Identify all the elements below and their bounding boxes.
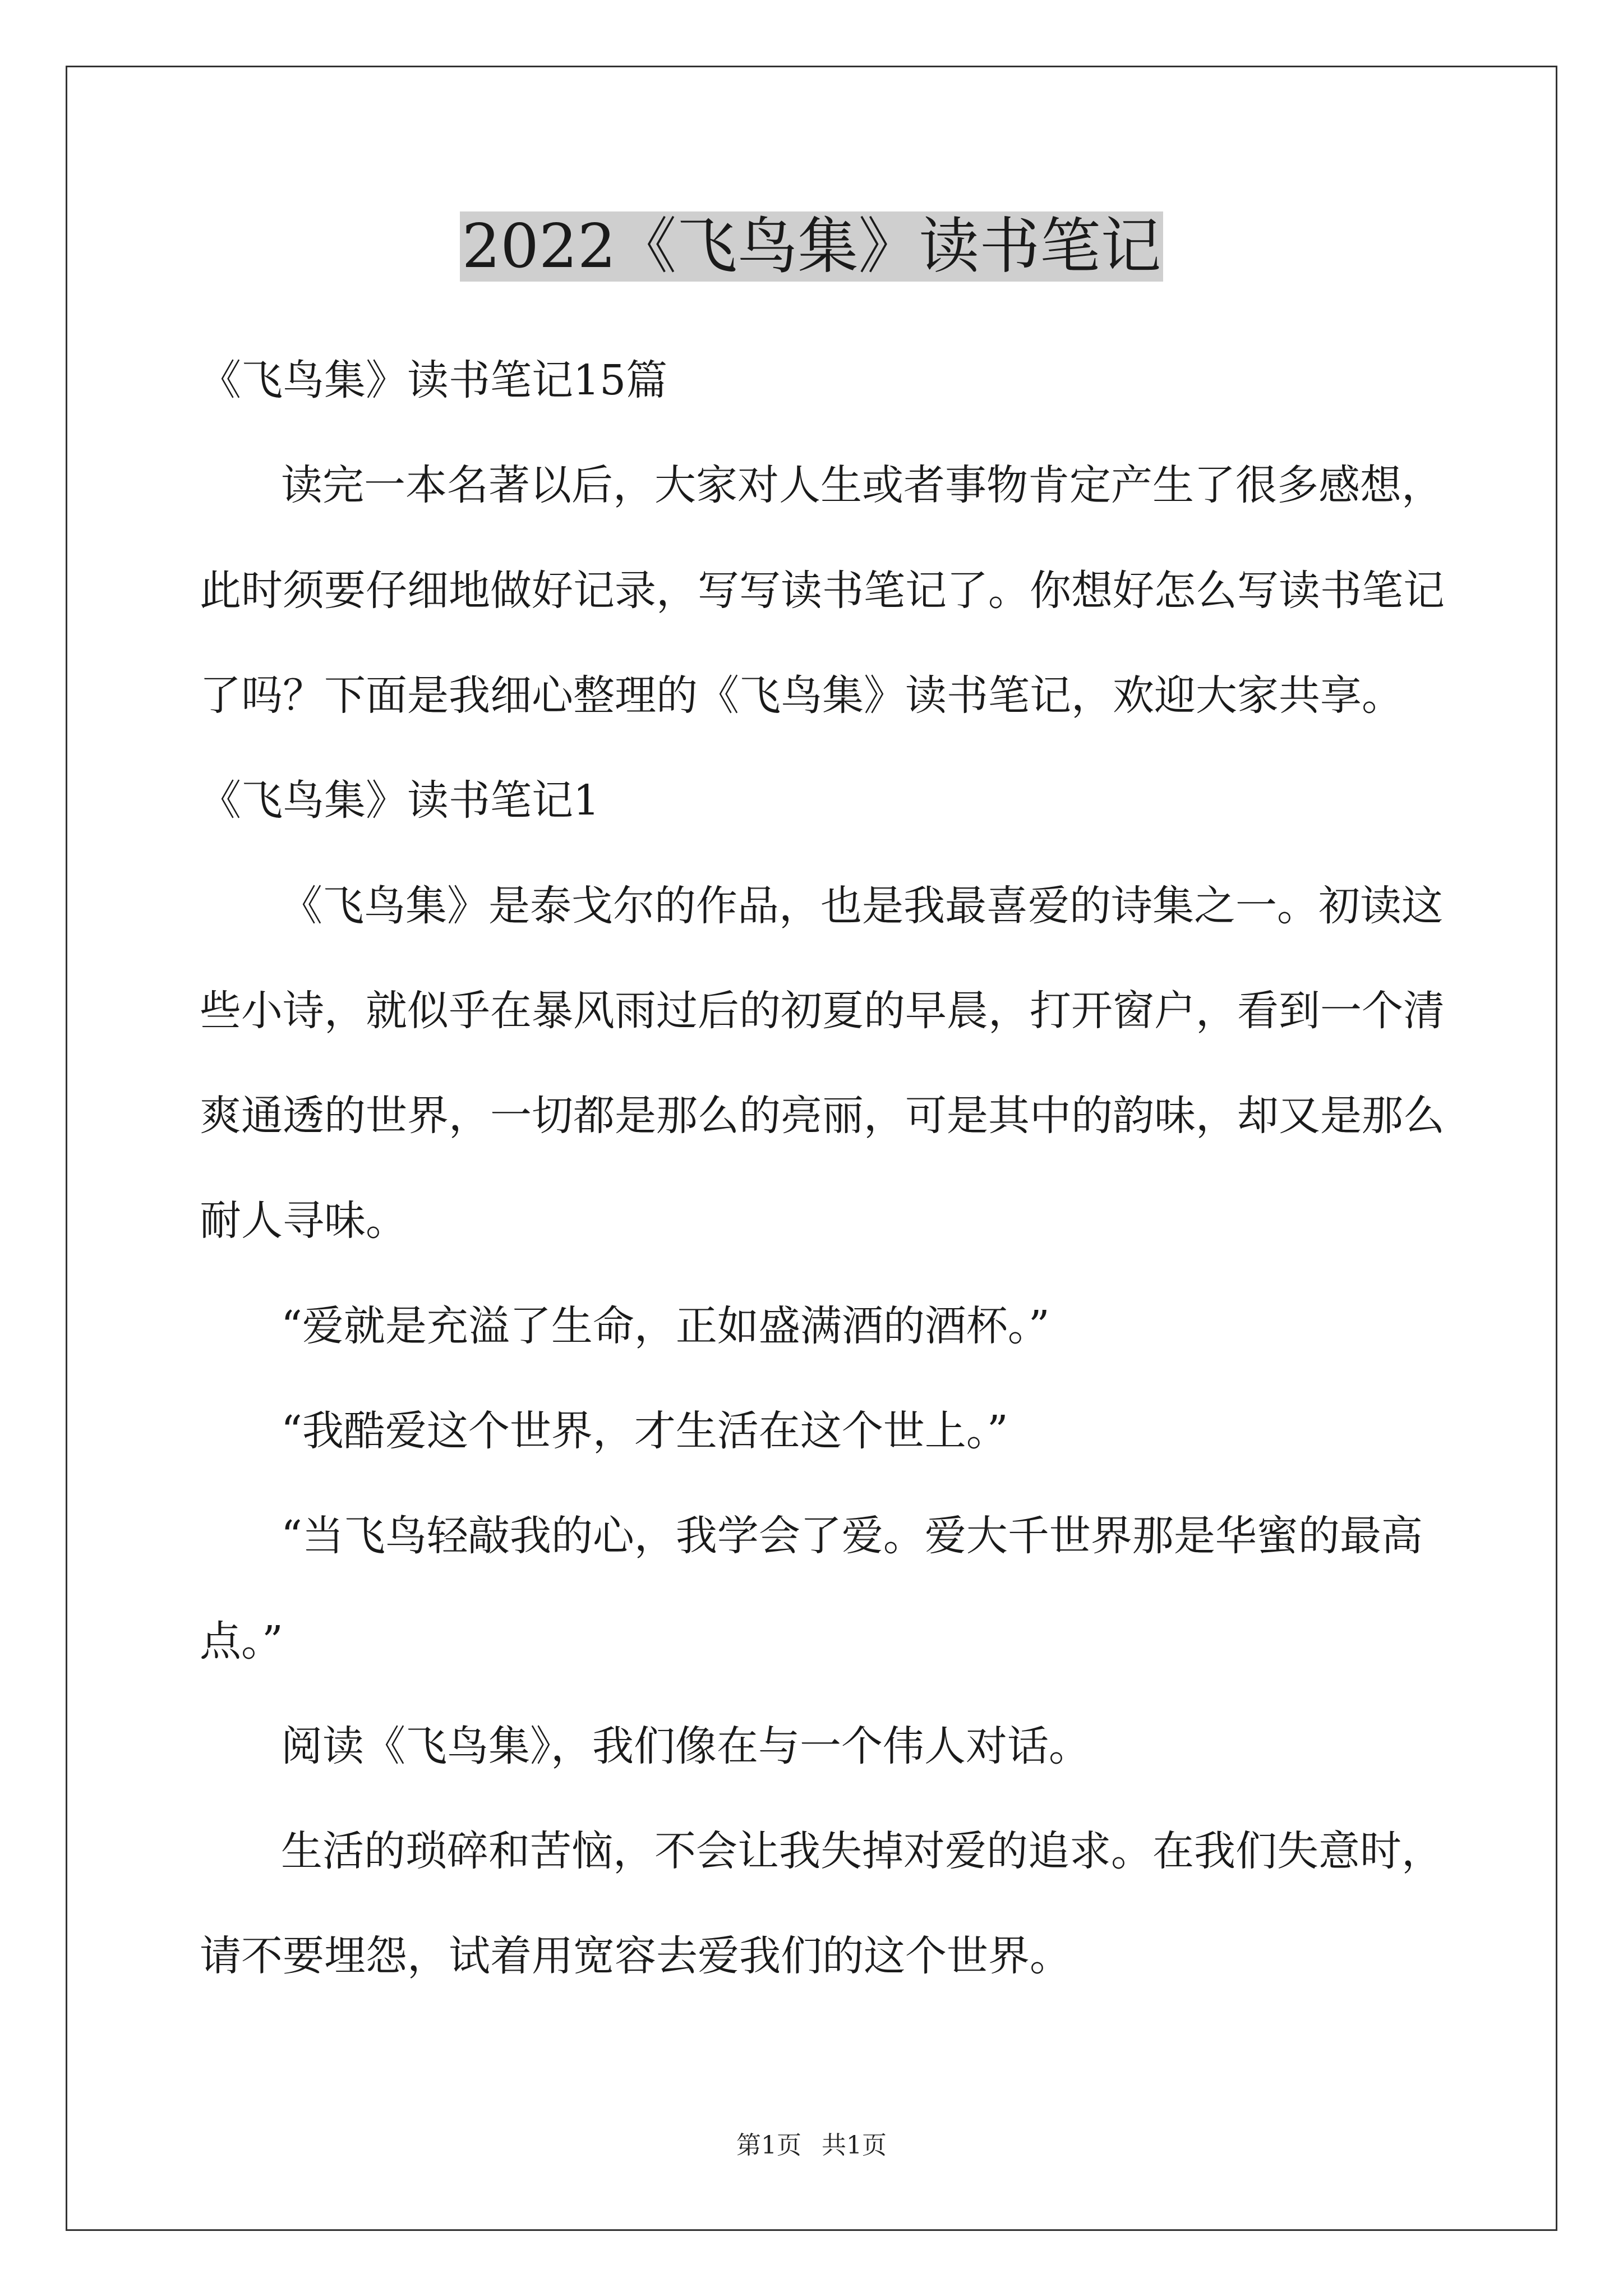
para1-line-4: 耐人寻味。	[200, 1197, 407, 1245]
page-footer	[0, 2129, 1623, 2162]
intro-line-1: 读完一本名著以后，大家对人生或者事物肯定产生了很多感想，	[281, 461, 1443, 509]
section-heading: 《飞鸟集》读书笔记1	[200, 776, 600, 825]
para3-line-2: 请不要埋怨，试着用宽容去爱我们的这个世界。	[200, 1932, 1071, 1980]
para1-line-2: 些小诗，就似乎在暴风雨过后的初夏的早晨，打开窗户，看到一个清	[200, 987, 1445, 1035]
para2: 阅读《飞鸟集》，我们像在与一个伟人对话。	[281, 1722, 1090, 1770]
para3-line-1: 生活的琐碎和苦恼，不会让我失掉对爱的追求。在我们失意时，	[281, 1827, 1443, 1875]
quote-2: “我酷爱这个世界，才生活在这个世上。”	[281, 1407, 1008, 1455]
page-number-total: 共1页	[822, 2131, 887, 2160]
intro-line-3: 了吗？下面是我细心整理的《飞鸟集》读书笔记，欢迎大家共享。	[200, 671, 1403, 720]
document-title-text: 2022《飞鸟集》读书笔记	[460, 211, 1164, 282]
document-subtitle: 《飞鸟集》读书笔记15篇	[200, 356, 668, 404]
intro-line-2: 此时须要仔细地做好记录，写写读书笔记了。你想好怎么写读书笔记	[200, 567, 1445, 615]
page-number-current: 第1页	[736, 2131, 801, 2160]
quote-1: “爱就是充溢了生命，正如盛满酒的酒杯。”	[281, 1302, 1050, 1350]
para1-line-1: 《飞鸟集》是泰戈尔的作品，也是我最喜爱的诗集之一。初读这	[281, 882, 1443, 930]
quote-3-line-2: 点。”	[200, 1617, 283, 1665]
document-title	[0, 202, 1623, 292]
quote-3-line-1: “当飞鸟轻敲我的心，我学会了爱。爱大千世界那是华蜜的最高	[281, 1512, 1423, 1560]
para1-line-3: 爽通透的世界，一切都是那么的亮丽，可是其中的韵味，却又是那么	[200, 1092, 1445, 1140]
